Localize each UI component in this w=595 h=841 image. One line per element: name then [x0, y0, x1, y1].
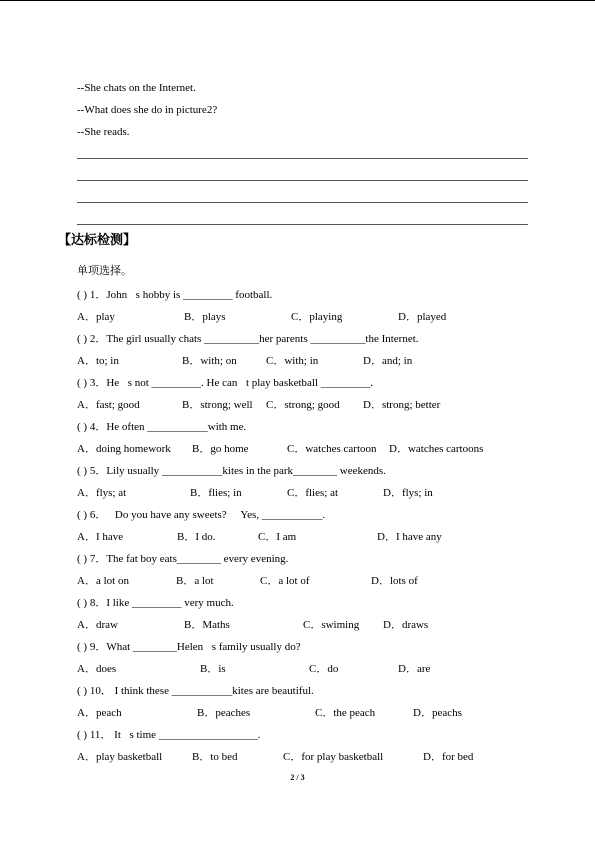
option-a: A．play basketball [77, 751, 163, 763]
dialog-line: --She chats on the Internet. [77, 82, 196, 94]
option-a: A．play [77, 311, 115, 323]
option-d: D．peachs [413, 707, 462, 719]
option-a: A．does [77, 663, 117, 675]
option-d: D．lots of [371, 575, 418, 587]
option-a: A．doing homework [77, 443, 171, 455]
dialog-line: --She reads. [77, 126, 130, 138]
answer-line [77, 224, 528, 225]
option-d: D．are [398, 663, 431, 675]
option-c: C．do [309, 663, 339, 675]
option-b: B．strong; well [182, 399, 253, 411]
option-d: D．draws [383, 619, 429, 631]
option-b: B．I do. [177, 531, 216, 543]
option-a: A．fast; good [77, 399, 140, 411]
option-b: B．go home [192, 443, 249, 455]
question-stem: ( ) 8．I like _________ very much. [77, 597, 234, 609]
question-stem: ( ) 11． It s time __________________. [77, 729, 261, 741]
option-c: C．watches cartoon [287, 443, 377, 455]
option-b: B．peaches [197, 707, 251, 719]
option-c: C．strong; good [266, 399, 340, 411]
question-stem: ( ) 5．Lily usually ___________kites in the park________ weekends. [77, 465, 386, 477]
option-c: C．playing [291, 311, 343, 323]
question-stem: ( ) 10． I think these ___________kites are beautiful. [77, 685, 314, 697]
option-c: C．for play basketball [283, 751, 384, 763]
instruction: 单项选择。 [77, 264, 132, 277]
option-d: D．I have any [377, 531, 442, 543]
dialog-line: --What does she do in picture2? [77, 104, 218, 116]
question-stem: ( ) 9．What ________Helen s family usually do? [77, 641, 301, 653]
option-d: D．and; in [363, 355, 413, 367]
option-d: D．strong; better [363, 399, 441, 411]
page-top-rule [0, 0, 595, 1]
answer-line [77, 202, 528, 203]
option-d: D．for bed [423, 751, 474, 763]
question-stem: ( ) 6． Do you have any sweets?   Yes, ___________. [77, 509, 326, 521]
option-c: C．the peach [315, 707, 376, 719]
option-a: A．peach [77, 707, 122, 719]
option-c: C．a lot of [260, 575, 310, 587]
page-number: 2 / 3 [290, 773, 305, 782]
option-c: C．with; in [266, 355, 319, 367]
option-b: B．to bed [192, 751, 238, 763]
option-d: D．flys; in [383, 487, 433, 499]
option-a: A．I have [77, 531, 124, 543]
option-b: B．a lot [176, 575, 214, 587]
option-b: B．is [200, 663, 226, 675]
option-d: D．played [398, 311, 447, 323]
option-b: B．with; on [182, 355, 237, 367]
option-d: D．watches cartoons [389, 443, 484, 455]
question-stem: ( ) 7．The fat boy eats________ every evening. [77, 553, 289, 565]
question-stem: ( ) 3．He s not _________. He can t play basketball _________. [77, 377, 374, 389]
option-c: C．I am [258, 531, 297, 543]
question-stem: ( ) 2．The girl usually chats __________her parents __________the Internet. [77, 333, 419, 345]
question-stem: ( ) 1．John s hobby is _________ football. [77, 289, 273, 301]
option-b: B．flies; in [190, 487, 242, 499]
option-c: C．swiming [303, 619, 360, 631]
answer-line [77, 180, 528, 181]
option-a: A．draw [77, 619, 118, 631]
answer-line [77, 158, 528, 159]
option-c: C．flies; at [287, 487, 339, 499]
option-a: A．to; in [77, 355, 119, 367]
section-heading: 【达标检测】 [58, 233, 137, 248]
option-b: B．Maths [184, 619, 230, 631]
option-a: A．flys; at [77, 487, 127, 499]
option-b: B．plays [184, 311, 226, 323]
question-stem: ( ) 4．He often ___________with me. [77, 421, 247, 433]
option-a: A．a lot on [77, 575, 129, 587]
